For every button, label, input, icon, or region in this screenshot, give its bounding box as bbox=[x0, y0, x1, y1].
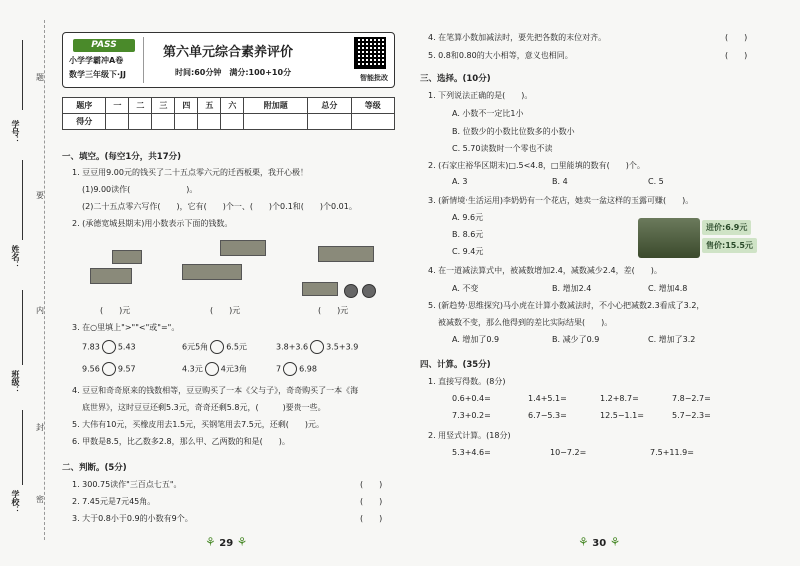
compare-left: 7.83 bbox=[82, 342, 100, 352]
q1-text: 1. 豆豆用9.00元的钱买了二十五点零六元的迁西板栗，我开心极！ bbox=[72, 168, 308, 177]
judge-answer[interactable]: ( ) bbox=[725, 51, 748, 60]
q1-part2: (2)二十五点零六写作( )，它有( )个一、( )个0.1和( )个0.01。 bbox=[82, 202, 357, 211]
seal-char: 密 bbox=[36, 495, 44, 504]
compare-item bbox=[82, 362, 136, 376]
compare-item bbox=[276, 362, 317, 376]
section-judge: 二、判断。(5分) bbox=[62, 463, 127, 473]
compare-right: 9.57 bbox=[117, 364, 136, 374]
choice-option[interactable]: A. 增加了0.9 bbox=[452, 335, 500, 344]
money-answer-2: ( )元 bbox=[210, 306, 241, 315]
compare-circle[interactable] bbox=[102, 362, 116, 376]
table-cell: 一 bbox=[106, 98, 129, 114]
judge-answer[interactable]: ( ) bbox=[725, 33, 748, 42]
banknote-image bbox=[90, 268, 132, 284]
page-number-right bbox=[578, 535, 620, 549]
class-label: 班级： bbox=[11, 370, 20, 394]
choice-option[interactable]: B. 位数少的小数比位数多的小数小 bbox=[452, 127, 575, 136]
choice-3: 3. (新情境·生活运用)李奶奶有一个花店，她卖一盆这样的玉露可赚( )。 bbox=[428, 196, 694, 205]
table-cell: 二 bbox=[129, 98, 152, 114]
score-row bbox=[63, 114, 395, 130]
compare-item bbox=[82, 340, 136, 354]
calc-item[interactable]: 7.3+0.2= bbox=[452, 411, 491, 420]
table-cell: 附加题 bbox=[244, 98, 308, 114]
judge-4: 4. 在笔算小数加减法时，要先把各数的末位对齐。 bbox=[428, 33, 607, 42]
sprout-icon: ⚘ bbox=[609, 535, 621, 549]
choice-option[interactable]: C. 5 bbox=[648, 177, 664, 186]
money-answer-1: ( )元 bbox=[100, 306, 131, 315]
sale-price-tag: 售价:15.5元 bbox=[702, 238, 757, 253]
table-cell: 题序 bbox=[63, 98, 106, 114]
binding-spine bbox=[0, 0, 48, 566]
coin-image bbox=[344, 284, 358, 298]
coin-image bbox=[362, 284, 376, 298]
judge-2: 2. 7.45元是7元45角。 bbox=[72, 497, 156, 506]
page-number: 30 bbox=[592, 538, 607, 549]
choice-5-cont: 被减数不变，那么他得到的差比实际结果( )。 bbox=[438, 318, 613, 327]
choice-5: 5. (新趋势·思维探究)马小虎在计算小数减法时，不小心把减数2.3看成了3.2， bbox=[428, 301, 705, 310]
judge-3: 3. 大于0.8小于0.9的小数有9个。 bbox=[72, 514, 193, 523]
compare-left: 6元5角 bbox=[182, 342, 209, 352]
page-number-left bbox=[205, 535, 247, 549]
compare-right: 3.5+3.9 bbox=[326, 342, 359, 352]
compare-item bbox=[182, 362, 247, 376]
banknote-image bbox=[112, 250, 142, 264]
choice-option[interactable]: C. 增加了3.2 bbox=[648, 335, 696, 344]
compare-right: 6.5元 bbox=[226, 342, 247, 352]
section-choice: 三、选择。(10分) bbox=[420, 74, 491, 84]
choice-option[interactable]: A. 3 bbox=[452, 177, 468, 186]
choice-option[interactable]: A. 小数不一定比1小 bbox=[452, 109, 524, 118]
compare-right: 5.43 bbox=[117, 342, 136, 352]
table-cell: 四 bbox=[175, 98, 198, 114]
vertical-calc[interactable]: 10−7.2= bbox=[550, 448, 587, 457]
cost-price-tag: 进价:6.9元 bbox=[702, 220, 751, 235]
pass-logo: PASS bbox=[73, 39, 135, 52]
choice-option[interactable]: A. 9.6元 bbox=[452, 213, 484, 222]
q3-text: 3. 在○里填上">""<"或"="。 bbox=[72, 323, 180, 332]
calc-2: 2. 用竖式计算。(18分) bbox=[428, 431, 511, 440]
exam-header bbox=[62, 32, 395, 88]
seal-char: 要 bbox=[36, 191, 44, 200]
table-cell: 得分 bbox=[63, 114, 106, 130]
score-input[interactable] bbox=[244, 114, 308, 130]
seal-char: 封 bbox=[36, 423, 44, 432]
qr-code[interactable] bbox=[354, 37, 386, 69]
calc-item[interactable]: 12.5−1.1= bbox=[600, 411, 644, 420]
q4-text: 4. 豆豆和奇奇原来的钱数相等，豆豆购买了一本《父与子》，奇奇购买了一本《海 bbox=[72, 386, 359, 395]
table-cell: 三 bbox=[152, 98, 175, 114]
calc-item[interactable]: 5.7−2.3= bbox=[672, 411, 711, 420]
calc-1: 1. 直接写得数。(8分) bbox=[428, 377, 506, 386]
q1-part1: (1)9.00读作( )。 bbox=[82, 185, 198, 194]
seal-char: 内 bbox=[36, 306, 44, 315]
judge-answer[interactable]: ( ) bbox=[360, 514, 383, 523]
score-header-row bbox=[63, 98, 395, 114]
compare-left: 3.8+3.6 bbox=[276, 342, 309, 352]
choice-option[interactable]: B. 4 bbox=[552, 177, 568, 186]
name-label: 姓名： bbox=[11, 245, 20, 269]
choice-option[interactable]: C. 9.4元 bbox=[452, 247, 484, 256]
table-cell: 六 bbox=[221, 98, 244, 114]
compare-item bbox=[276, 340, 358, 354]
exam-meta: 时间:60分钟 满分:100+10分 bbox=[175, 68, 292, 77]
compare-right: 6.98 bbox=[299, 364, 317, 374]
choice-option[interactable]: B. 8.6元 bbox=[452, 230, 484, 239]
calc-item[interactable]: 1.2+8.7= bbox=[600, 394, 639, 403]
table-cell: 总分 bbox=[308, 98, 351, 114]
sprout-icon: ⚘ bbox=[236, 535, 248, 549]
calc-item[interactable]: 0.6+0.4= bbox=[452, 394, 491, 403]
vertical-calc[interactable]: 7.5+11.9= bbox=[650, 448, 694, 457]
score-input[interactable] bbox=[308, 114, 351, 130]
class-line bbox=[22, 290, 23, 365]
calc-item[interactable]: 1.4+5.1= bbox=[528, 394, 567, 403]
table-cell: 等级 bbox=[351, 98, 394, 114]
choice-2: 2. (石家庄裕华区期末)□.5<4.8，□里能填的数有( )个。 bbox=[428, 161, 645, 170]
score-input[interactable] bbox=[351, 114, 394, 130]
exam-title: 第六单元综合素养评价 bbox=[163, 45, 294, 60]
page-number: 29 bbox=[219, 538, 234, 549]
name-line bbox=[22, 160, 23, 240]
grade-label: 数学三年级下·JJ bbox=[69, 70, 126, 79]
choice-option[interactable]: A. 不变 bbox=[452, 284, 479, 293]
series-label: 小学学霸冲A卷 bbox=[69, 56, 124, 65]
compare-circle[interactable] bbox=[310, 340, 324, 354]
section-fill-in: 一、填空。(每空1分，共17分) bbox=[62, 152, 182, 162]
calc-item[interactable]: 6.7−5.3= bbox=[528, 411, 567, 420]
banknote-image bbox=[182, 264, 242, 280]
seal-char: 题 bbox=[36, 73, 44, 82]
judge-answer[interactable]: ( ) bbox=[360, 480, 383, 489]
plant-image bbox=[638, 218, 700, 258]
money-answer-3: ( )元 bbox=[318, 306, 349, 315]
sprout-icon: ⚘ bbox=[578, 535, 589, 549]
student-id-label: 学号： bbox=[11, 120, 20, 144]
school-line bbox=[22, 410, 23, 485]
section-calc: 四、计算。(35分) bbox=[420, 360, 491, 370]
choice-option[interactable]: B. 减少了0.9 bbox=[552, 335, 600, 344]
score-input[interactable] bbox=[129, 114, 152, 130]
q4-text-cont: 底世界》，这时豆豆还剩5.3元，奇奇还剩5.8元，( )要贵一些。 bbox=[82, 403, 326, 412]
compare-left: 9.56 bbox=[82, 364, 100, 374]
compare-left: 4.3元 bbox=[182, 364, 203, 374]
sprout-icon: ⚘ bbox=[205, 535, 216, 549]
score-input[interactable] bbox=[175, 114, 198, 130]
compare-item bbox=[182, 340, 247, 354]
judge-5: 5. 0.8和0.80的大小相等，意义也相同。 bbox=[428, 51, 573, 60]
judge-answer[interactable]: ( ) bbox=[360, 497, 383, 506]
score-input[interactable] bbox=[221, 114, 244, 130]
q5-text: 5. 大伟有10元，买橡皮用去1.5元，买钢笔用去7.5元，还剩( )元。 bbox=[72, 420, 325, 429]
student-id-line bbox=[22, 40, 23, 110]
compare-right: 4元3角 bbox=[220, 364, 247, 374]
judge-1: 1. 300.75读作"三百点七五"。 bbox=[72, 480, 182, 489]
banknote-image bbox=[220, 240, 266, 256]
choice-option[interactable]: C. 5.70读数时一个零也不读 bbox=[452, 144, 553, 153]
header-divider bbox=[143, 37, 144, 83]
q2-text: 2. (承德宽城县期末)用小数表示下面的钱数。 bbox=[72, 219, 233, 228]
table-cell: 五 bbox=[198, 98, 221, 114]
score-input[interactable] bbox=[106, 114, 129, 130]
compare-circle[interactable] bbox=[283, 362, 297, 376]
compare-left: 7 bbox=[276, 364, 282, 374]
qr-label: 智能批改 bbox=[360, 74, 388, 82]
score-input[interactable] bbox=[198, 114, 221, 130]
score-input[interactable] bbox=[152, 114, 175, 130]
vertical-calc[interactable]: 5.3+4.6= bbox=[452, 448, 491, 457]
choice-4: 4. 在一道减法算式中，被减数增加2.4，减数减少2.4，差( )。 bbox=[428, 266, 662, 275]
school-label: 学校： bbox=[11, 490, 20, 514]
choice-1: 1. 下列说法正确的是( )。 bbox=[428, 91, 533, 100]
cut-line bbox=[44, 20, 45, 540]
score-table bbox=[62, 97, 395, 130]
choice-option[interactable]: C. 增加4.8 bbox=[648, 284, 688, 293]
q6-text: 6. 甲数是8.5，比乙数多2.8，那么甲、乙两数的和是( )。 bbox=[72, 437, 290, 446]
compare-circle[interactable] bbox=[102, 340, 116, 354]
calc-item[interactable]: 7.8−2.7= bbox=[672, 394, 711, 403]
banknote-image bbox=[318, 246, 374, 262]
compare-circle[interactable] bbox=[205, 362, 219, 376]
banknote-image bbox=[302, 282, 338, 296]
compare-circle[interactable] bbox=[210, 340, 224, 354]
choice-option[interactable]: B. 增加2.4 bbox=[552, 284, 592, 293]
